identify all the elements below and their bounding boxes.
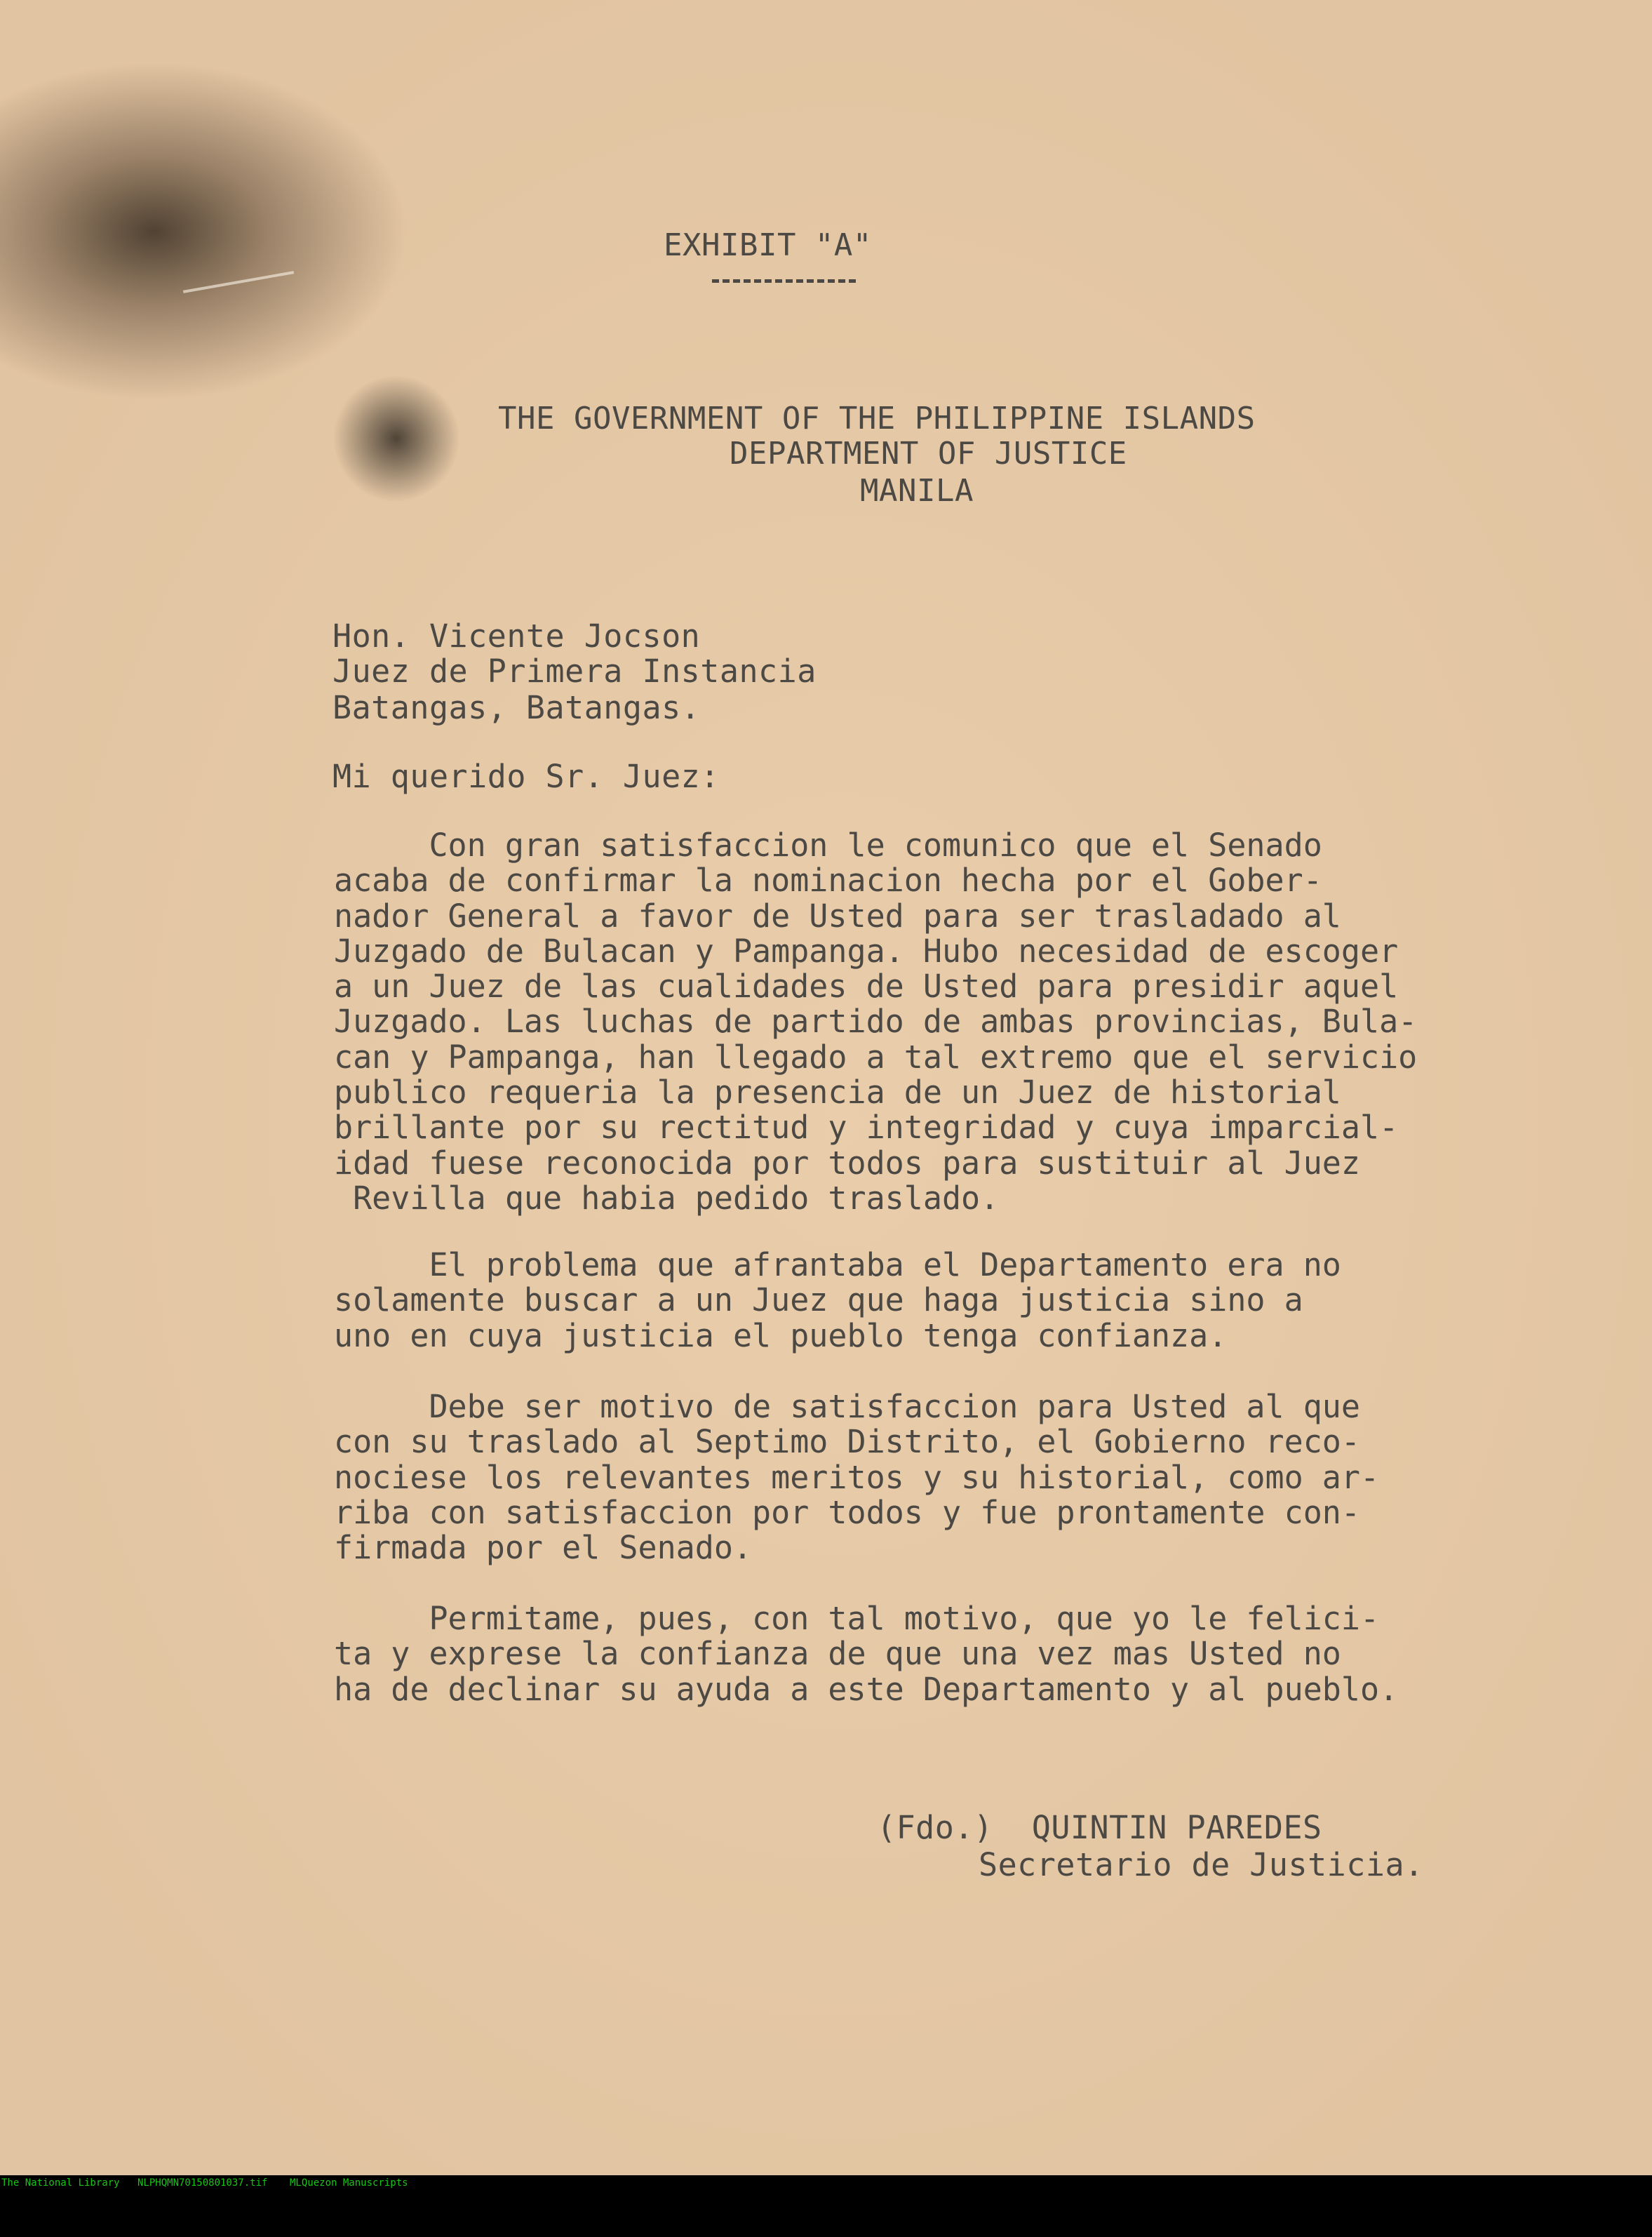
- footer-library: The National Library: [1, 2177, 120, 2189]
- scan-footer: [0, 2175, 1652, 2191]
- government-heading: THE GOVERNMENT OF THE PHILIPPINE ISLANDS: [498, 401, 1256, 436]
- paper-crease: [183, 271, 294, 293]
- addressee-place: Batangas, Batangas.: [333, 689, 701, 726]
- body-paragraph-3: Debe ser motivo de satisfaccion para Usted al que con su traslado al Septimo Distrito, el Gobierno reco- nociese los relevantes meritos y su historial, como ar- riba con satisfaccion por todos y fue prontamente con- firmada por el Senado.: [334, 1388, 1380, 1567]
- city-heading: MANILA: [860, 473, 974, 509]
- department-heading: DEPARTMENT OF JUSTICE: [730, 436, 1127, 472]
- exhibit-underline: [712, 279, 856, 283]
- signature-name: (Fdo.) QUINTIN PAREDES: [877, 1809, 1322, 1846]
- footer-collection: MLQuezon Manuscripts: [290, 2177, 408, 2189]
- salutation: Mi querido Sr. Juez:: [333, 758, 720, 795]
- addressee-name: Hon. Vicente Jocson: [333, 617, 701, 655]
- body-paragraph-1: Con gran satisfaccion le comunico que el Senado acaba de confirmar la nominacion hecha por el Gober- nador General a favor de Usted para ser trasladado al Juzgado de Bulacan y Pampanga. Hubo necesidad de escoger a un Juez de las cualidades de Usted para presidir aquel Juzgado. Las luchas de partido de ambas provincias, Bula- can y Pampanga, han llegado a tal extremo que el servicio publico requeria la presencia de un Juez de historial brillante por su rectitud y integridad y cuya imparcial- idad fuese reconocida por todos para sustituir al Juez Revilla que habia pedido traslado.: [334, 827, 1418, 1217]
- addressee-title: Juez de Primera Instancia: [333, 653, 817, 690]
- body-paragraph-2: El problema que afrantaba el Departamento era no solamente buscar a un Juez que haga justicia sino a uno en cuya justicia el pueblo tenga confianza.: [334, 1246, 1341, 1354]
- footer-file: NLPHQMN70150801037.tif: [137, 2177, 268, 2189]
- exhibit-heading: EXHIBIT "A": [664, 227, 872, 263]
- signature-title: Secretario de Justicia.: [979, 1846, 1424, 1883]
- body-paragraph-4: Permitame, pues, con tal motivo, que yo le felici- ta y exprese la confianza de que una vez mas Usted no ha de declinar su ayuda a este Departamento y al pueblo.: [334, 1600, 1399, 1708]
